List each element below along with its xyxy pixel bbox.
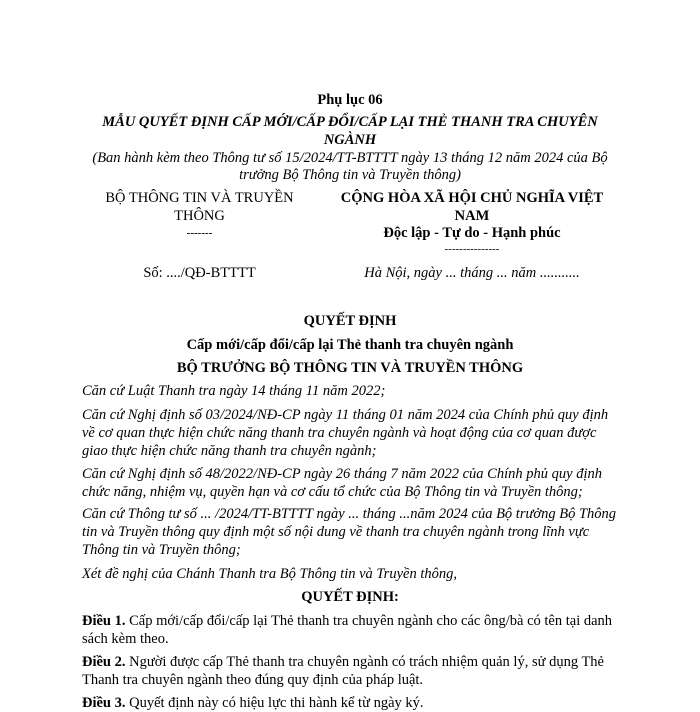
legal-basis-5: Xét đề nghị của Chánh Thanh tra Bộ Thông tin và Truyền thông, [82, 566, 457, 582]
nation-divider: --------------- [444, 243, 500, 255]
legal-basis-2: Căn cứ Nghị định số 03/2024/NĐ-CP ngày 11 tháng 01 năm 2024 của Chính phủ quy định về cơ quan thực hiện chức năng thanh tra chuyên ngành và hoạt động của cơ quan được giao thực hiện chức năng thanh tra chuyên ngành; [82, 407, 609, 459]
decides-heading: QUYẾT ĐỊNH: [301, 589, 399, 605]
nation-name-line2: NAM [454, 208, 490, 224]
article-1 [82, 612, 622, 648]
form-title-line2: NGÀNH [323, 132, 377, 148]
issued-note-line1: (Ban hành kèm theo Thông tư số 15/2024/TT-BTTTT ngày 13 tháng 12 năm 2024 của Bộ [92, 150, 608, 166]
article-1-label: Điều 1. [82, 613, 126, 629]
place-date: Hà Nội, ngày ... tháng ... năm ........... [364, 265, 580, 281]
article-2 [82, 653, 622, 689]
form-title-line1: MẪU QUYẾT ĐỊNH CẤP MỚI/CẤP ĐỔI/CẤP LẠI THẺ THANH TRA CHUYÊN [102, 114, 598, 130]
article-2-label: Điều 2. [82, 654, 126, 670]
nation-name-line1: CỘNG HÒA XÃ HỘI CHỦ NGHĨA VIỆT [340, 190, 604, 206]
legal-basis-4: Căn cứ Thông tư số ... /2024/TT-BTTTT ngày ... tháng ...năm 2024 của Bộ trưởng Bộ Thông tin và Truyền thông quy định một số nội dung về thanh tra chuyên ngành trong lĩnh vực Thông tin và Truyền thông; [82, 506, 617, 558]
issued-note-line2: trưởng Bộ Thông tin và Truyền thông) [239, 167, 461, 183]
article-3 [82, 694, 622, 712]
article-1-text: Cấp mới/cấp đổi/cấp lại Thẻ thanh tra chuyên ngành cho các ông/bà có tên tại danh sách kèm theo. [82, 613, 613, 647]
legal-basis-1: Căn cứ Luật Thanh tra ngày 14 tháng 11 năm 2022; [82, 383, 386, 399]
decision-title: QUYẾT ĐỊNH [303, 313, 397, 329]
legal-basis-3: Căn cứ Nghị định số 48/2022/NĐ-CP ngày 26 tháng 7 năm 2022 của Chính phủ quy định chức năng, nhiệm vụ, quyền hạn và cơ cấu tổ chức của Bộ Thông tin và Truyền thông; [82, 466, 602, 500]
article-3-label: Điều 3. [82, 695, 126, 711]
document-number: Số: ..../QĐ-BTTTT [143, 265, 256, 281]
agency-divider: ------- [186, 227, 213, 239]
article-2-text: Người được cấp Thẻ thanh tra chuyên ngành có trách nhiệm quản lý, sử dụng Thẻ Thanh tra chuyên ngành theo đúng quy định của pháp luật. [82, 654, 604, 688]
decision-subject: Cấp mới/cấp đổi/cấp lại Thẻ thanh tra chuyên ngành [186, 337, 514, 353]
nation-motto: Độc lập - Tự do - Hạnh phúc [383, 225, 561, 241]
appendix-label: Phụ lục 06 [317, 92, 383, 108]
article-3-text: Quyết định này có hiệu lực thi hành kể từ ngày ký. [125, 695, 424, 711]
agency-name-line1: BỘ THÔNG TIN VÀ TRUYỀN [105, 190, 294, 206]
agency-name-line2: THÔNG [174, 208, 225, 224]
decision-authority: BỘ TRƯỞNG BỘ THÔNG TIN VÀ TRUYỀN THÔNG [176, 360, 524, 376]
